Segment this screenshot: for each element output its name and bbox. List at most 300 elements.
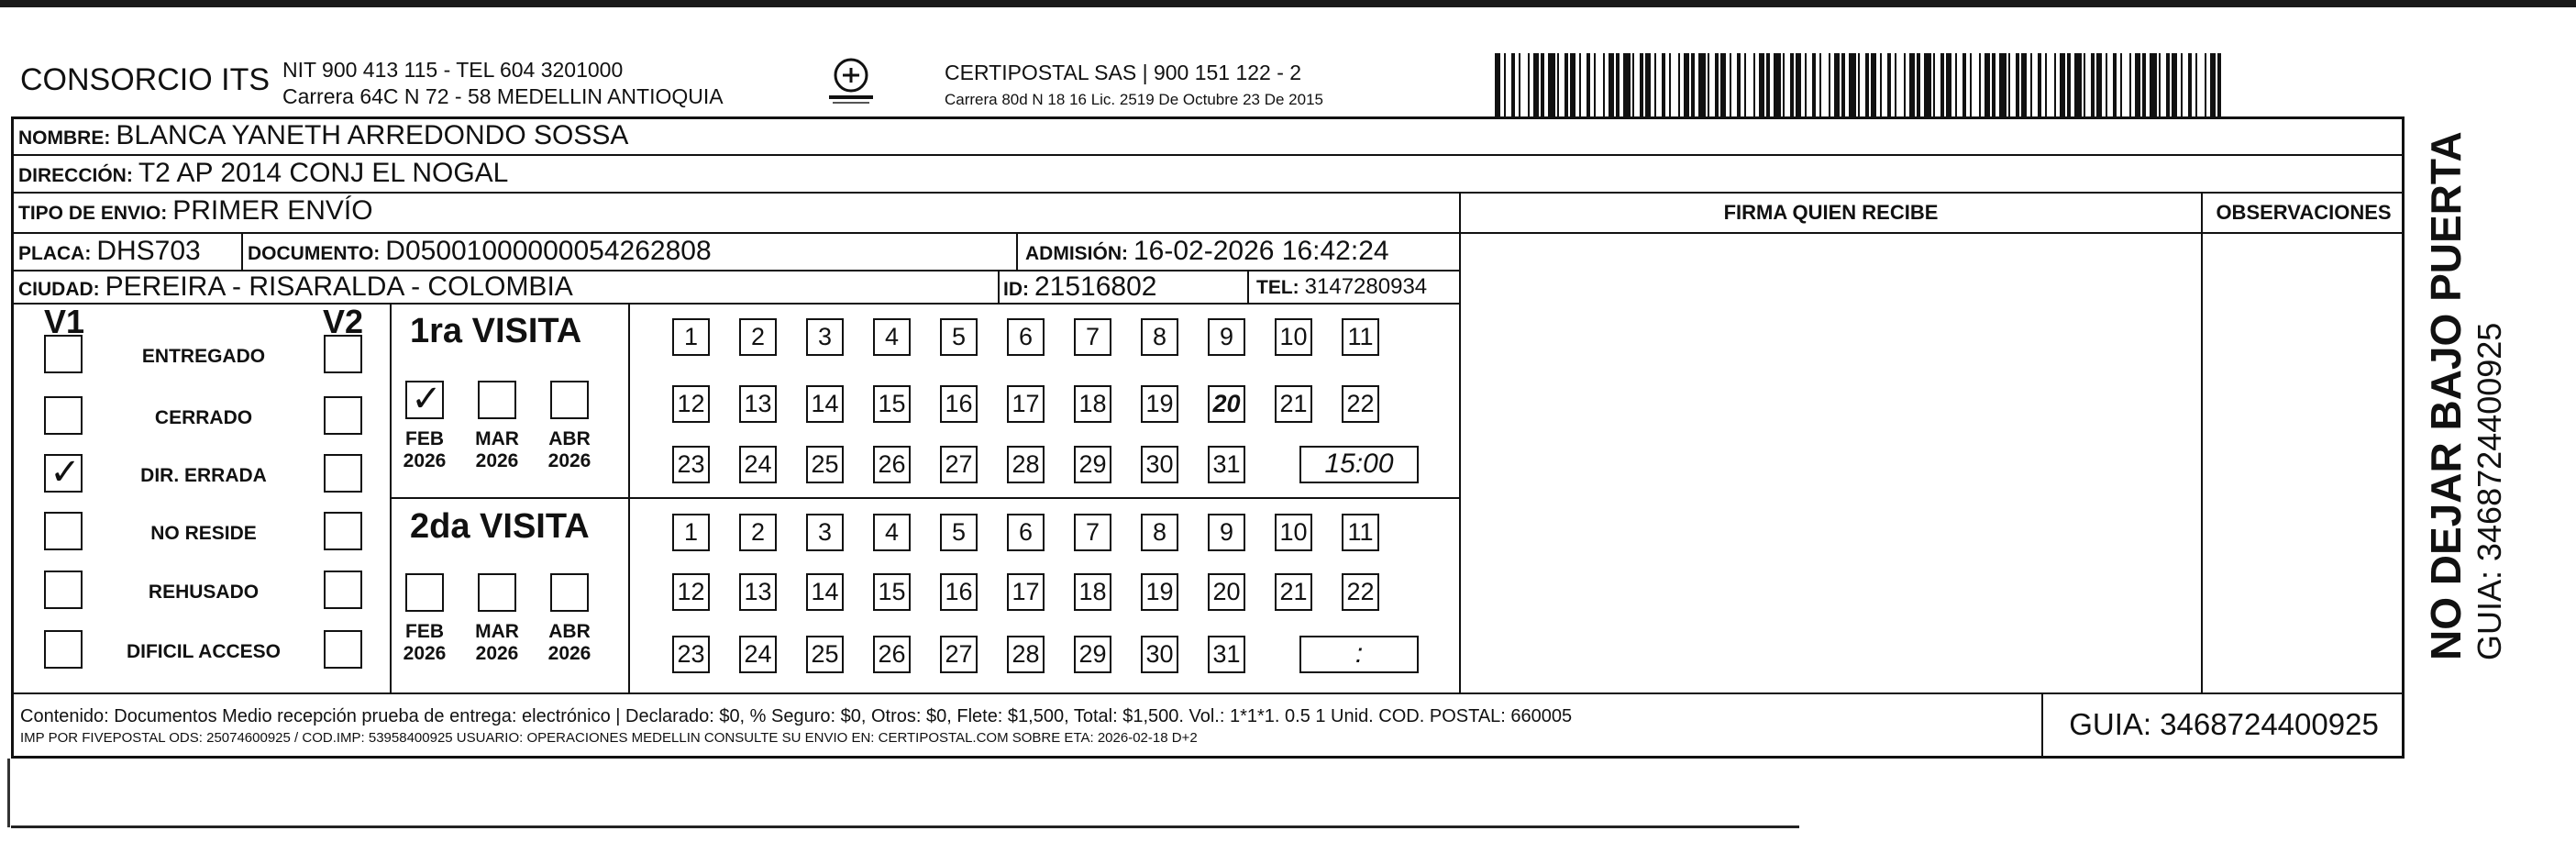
- visit1-month-label: MAR 2026: [475, 428, 519, 471]
- visit1-day-box[interactable]: [672, 446, 710, 483]
- barcode-bar: [2166, 53, 2170, 117]
- visit1-day-box[interactable]: [940, 385, 978, 423]
- day-number: 5: [951, 323, 967, 350]
- visit2-day-box[interactable]: [672, 514, 710, 551]
- day-number: 2: [750, 323, 766, 350]
- status-option-label: REHUSADO: [148, 582, 260, 603]
- visit1-day-box[interactable]: [1208, 385, 1245, 423]
- visit1-day-box[interactable]: [739, 446, 777, 483]
- v2-checkbox[interactable]: [324, 396, 362, 435]
- day-number: 29: [1078, 450, 1107, 478]
- barcode-bar: [1533, 53, 1539, 117]
- row-placa: [11, 234, 1460, 271]
- day-number: 14: [811, 390, 839, 417]
- barcode-bar: [1783, 53, 1785, 117]
- barcode-bar: [1970, 53, 1972, 117]
- v1-checkbox[interactable]: [44, 512, 83, 550]
- visit1-month-checkbox[interactable]: [405, 381, 444, 419]
- day-number: 20: [1212, 578, 1241, 605]
- company-name: CONSORCIO ITS: [20, 62, 271, 97]
- barcode-bar: [1654, 53, 1656, 117]
- row-tipo: [11, 194, 1460, 234]
- barcode-bar: [2096, 53, 2102, 117]
- day-number: 12: [677, 390, 705, 417]
- barcode-bar: [2217, 53, 2221, 117]
- nit-line-2: Carrera 64C N 72 - 58 MEDELLIN ANTIOQUIA: [282, 84, 724, 108]
- barcode-bar: [1708, 53, 1709, 117]
- visit1-time-field[interactable]: 15:00: [1299, 446, 1419, 483]
- day-number: 22: [1346, 390, 1375, 417]
- visit2-day-box[interactable]: [1208, 573, 1245, 611]
- day-number: 26: [878, 450, 906, 478]
- visit1-day-box[interactable]: [1074, 385, 1111, 423]
- documento-value: D05001000000054262808: [385, 236, 712, 266]
- day-number: 12: [677, 578, 705, 605]
- barcode-bar: [2195, 53, 2197, 117]
- barcode-bar: [2074, 53, 2082, 117]
- barcode-bar: [1766, 53, 1770, 117]
- visit2-day-box[interactable]: [1074, 514, 1111, 551]
- row-ciudad: [11, 271, 1460, 305]
- day-number: 5: [951, 518, 967, 546]
- visit2-day-box[interactable]: [739, 514, 777, 551]
- status-option-label: NO RESIDE: [150, 523, 257, 544]
- day-number: 23: [677, 640, 705, 668]
- visit1-day-box[interactable]: [1342, 385, 1379, 423]
- day-number: 24: [744, 640, 772, 668]
- day-number: 11: [1347, 323, 1374, 350]
- day-number: 3: [817, 518, 833, 546]
- row-nombre: [11, 118, 2405, 156]
- visit2-day-box[interactable]: [1007, 636, 1045, 673]
- row-direccion: [11, 156, 2405, 194]
- bottom-edge-line: [11, 825, 1799, 828]
- barcode-bar: [1557, 53, 1559, 117]
- visit1-day-box[interactable]: [1141, 446, 1178, 483]
- divider: [390, 305, 392, 694]
- side-warning: NO DEJAR BAJO PUERTA: [2422, 131, 2470, 660]
- tipo-label: TIPO DE ENVIO:: [18, 203, 168, 224]
- visit1-day-box[interactable]: [1007, 318, 1045, 356]
- divider: [1459, 232, 2405, 234]
- barcode-bar: [2205, 53, 2206, 117]
- barcode-bar: [1528, 53, 1530, 117]
- visit1-day-box[interactable]: [739, 385, 777, 423]
- v2-checkbox[interactable]: [324, 454, 362, 493]
- barcode-bar: [1880, 53, 1882, 117]
- barcode-bar: [2091, 53, 2095, 117]
- barcode-bar: [1933, 53, 1935, 117]
- barcode-bar: [2129, 53, 2131, 117]
- visit1-month-label: FEB 2026: [403, 428, 447, 471]
- visit2-day-box[interactable]: [1007, 573, 1045, 611]
- v1-checkbox[interactable]: [44, 335, 83, 373]
- barcode-bar: [1962, 53, 1966, 117]
- barcode-bar: [1834, 53, 1840, 117]
- barcode-bar: [2142, 53, 2146, 117]
- visit2-day-box[interactable]: [940, 514, 978, 551]
- visit2-title: 2da VISITA: [410, 507, 590, 546]
- barcode-bar: [1616, 53, 1620, 117]
- day-number: 19: [1145, 578, 1174, 605]
- day-number: 4: [884, 323, 900, 350]
- day-number: 29: [1078, 640, 1107, 668]
- visit2-month-checkbox[interactable]: [405, 573, 444, 612]
- barcode-bar: [1812, 53, 1816, 117]
- barcode-bar: [1909, 53, 1915, 117]
- day-number: 9: [1219, 323, 1234, 350]
- day-number: 6: [1018, 323, 1034, 350]
- barcode-bar: [1691, 53, 1695, 117]
- visit1-day-box[interactable]: [873, 446, 911, 483]
- v1-checkbox[interactable]: [44, 630, 83, 669]
- visit2-month-label: MAR 2026: [475, 621, 519, 664]
- divider: [1459, 194, 1461, 694]
- visit1-month-label: ABR 2026: [547, 428, 591, 471]
- visit2-day-box[interactable]: [806, 573, 844, 611]
- visit1-day-box[interactable]: [1275, 385, 1312, 423]
- firma-header: FIRMA QUIEN RECIBE: [1723, 201, 1939, 224]
- visit2-day-box[interactable]: [1342, 514, 1379, 551]
- barcode-bar: [1504, 53, 1506, 117]
- day-number: 10: [1279, 518, 1308, 546]
- visit2-day-box[interactable]: [672, 573, 710, 611]
- barcode-bar: [1955, 53, 1957, 117]
- divider: [1247, 271, 1249, 305]
- barcode-bar: [1999, 53, 2007, 117]
- visit1-day-box[interactable]: [739, 318, 777, 356]
- barcode-bar: [1829, 53, 1830, 117]
- barcode: [1495, 53, 2224, 117]
- visit2-day-box[interactable]: [1208, 636, 1245, 673]
- documento-label: DOCUMENTO:: [248, 243, 381, 264]
- admision-label: ADMISIÓN:: [1025, 243, 1128, 264]
- visit1-day-box[interactable]: [806, 446, 844, 483]
- v1-checkbox[interactable]: [44, 396, 83, 435]
- barcode-bar: [1720, 53, 1726, 117]
- barcode-bar: [2038, 53, 2041, 117]
- visit2-day-box[interactable]: [1208, 514, 1245, 551]
- barcode-bar: [2067, 53, 2071, 117]
- visit1-day-box[interactable]: [1141, 318, 1178, 356]
- day-number: 27: [945, 640, 973, 668]
- day-number: 2: [750, 518, 766, 546]
- visit1-day-box[interactable]: [1007, 385, 1045, 423]
- day-number: 3: [817, 323, 833, 350]
- barcode-bar: [1587, 53, 1590, 117]
- day-number: 4: [884, 518, 900, 546]
- barcode-bar: [1570, 53, 1575, 117]
- barcode-bar: [1662, 53, 1665, 117]
- id-label: ID:: [1003, 279, 1029, 300]
- barcode-bar: [2159, 53, 2161, 117]
- side-guia: GUIA: 3468724400925: [2471, 322, 2508, 660]
- barcode-bar: [1871, 53, 1876, 117]
- day-number: 8: [1152, 323, 1167, 350]
- visit1-day-box[interactable]: [873, 385, 911, 423]
- day-number: 15: [878, 390, 906, 417]
- visit1-day-box[interactable]: [1141, 385, 1178, 423]
- visit1-day-box[interactable]: [806, 318, 844, 356]
- day-number: 27: [945, 450, 973, 478]
- status-option-label: DIFICIL ACCESO: [126, 641, 281, 662]
- status-option-label: ENTREGADO: [141, 346, 266, 367]
- barcode-bar: [1541, 53, 1544, 117]
- day-number: 24: [744, 450, 772, 478]
- left-edge-line: [7, 759, 10, 827]
- day-number: 9: [1219, 518, 1234, 546]
- visit1-day-box[interactable]: [1208, 318, 1245, 356]
- v2-checkbox[interactable]: [324, 335, 362, 373]
- divider: [241, 234, 243, 271]
- barcode-bar: [1744, 53, 1746, 117]
- day-number: 13: [744, 578, 772, 605]
- day-number: 6: [1018, 518, 1034, 546]
- barcode-bar: [1849, 53, 1856, 117]
- barcode-bar: [1759, 53, 1764, 117]
- visit2-day-box[interactable]: [1141, 636, 1178, 673]
- barcode-bar: [1548, 53, 1555, 117]
- barcode-bar: [1645, 53, 1651, 117]
- visit2-day-box[interactable]: [739, 573, 777, 611]
- barcode-bar: [1887, 53, 1891, 117]
- visit2-day-box[interactable]: [1074, 573, 1111, 611]
- tel-value: 3147280934: [1304, 274, 1428, 299]
- company-nit: [282, 57, 724, 110]
- admision-value: 16-02-2026 16:42:24: [1133, 236, 1389, 266]
- visit2-day-box[interactable]: [940, 636, 978, 673]
- visit1-day-box[interactable]: [1074, 318, 1111, 356]
- divider: [2201, 194, 2203, 694]
- divider: [390, 497, 1459, 499]
- day-number: 19: [1145, 390, 1174, 417]
- day-number: 7: [1085, 323, 1100, 350]
- day-number: 18: [1078, 390, 1107, 417]
- visit1-day-box[interactable]: [1208, 446, 1245, 483]
- barcode-bar: [2084, 53, 2085, 117]
- status-option-label: CERRADO: [154, 407, 253, 428]
- v2-checkbox[interactable]: [324, 630, 362, 669]
- visit1-day-box[interactable]: [672, 385, 710, 423]
- barcode-bar: [1865, 53, 1869, 117]
- barcode-bar: [1594, 53, 1596, 117]
- barcode-bar: [2060, 53, 2065, 117]
- observaciones-header: OBSERVACIONES: [2216, 201, 2392, 224]
- barcode-bar: [1858, 53, 1860, 117]
- visit1-day-box[interactable]: [1074, 446, 1111, 483]
- barcode-bar: [1979, 53, 1981, 117]
- day-number: 22: [1346, 578, 1375, 605]
- visit2-day-box[interactable]: [873, 514, 911, 551]
- barcode-bar: [1579, 53, 1581, 117]
- visit1-day-box[interactable]: [873, 318, 911, 356]
- visit1-month-checkbox[interactable]: [550, 381, 589, 419]
- side-notice: [2421, 131, 2509, 660]
- certipostal-logo-icon: [824, 53, 879, 108]
- visit2-day-box[interactable]: [873, 573, 911, 611]
- barcode-bar: [2021, 53, 2027, 117]
- day-number: 31: [1212, 450, 1241, 478]
- visit2-day-box[interactable]: [806, 636, 844, 673]
- visit2-month-label: ABR 2026: [547, 621, 591, 664]
- visit1-day-box[interactable]: [940, 446, 978, 483]
- ciudad-value: PEREIRA - RISARALDA - COLOMBIA: [105, 271, 573, 302]
- barcode-bar: [1940, 53, 1944, 117]
- visit1-day-box[interactable]: [806, 385, 844, 423]
- nombre-label: NOMBRE:: [18, 127, 111, 149]
- day-number: 25: [811, 450, 839, 478]
- certipostal-info: [945, 59, 1323, 114]
- barcode-bar: [1632, 53, 1634, 117]
- visit2-month-checkbox[interactable]: [478, 573, 516, 612]
- visit2-day-box[interactable]: [1074, 636, 1111, 673]
- barcode-bar: [1603, 53, 1605, 117]
- visit2-month-checkbox[interactable]: [550, 573, 589, 612]
- visit2-day-box[interactable]: [672, 636, 710, 673]
- v2-checkbox[interactable]: [324, 571, 362, 609]
- barcode-bar: [2210, 53, 2216, 117]
- footer-content-line: Contenido: Documentos Medio recepción prueba de entrega: electrónico | Declarado: $0, % Seguro: $0, Otros: $0, Flete: $1,500, Total: $1,500. Vol.: 1*1*1. 0.5 1 Unid. COD. POSTAL: 660005: [20, 706, 1573, 726]
- visit1-day-box[interactable]: [672, 318, 710, 356]
- check-mark: ✓: [50, 452, 81, 493]
- day-number: 23: [677, 450, 705, 478]
- guia-number: GUIA: 3468724400925: [2041, 694, 2405, 759]
- barcode-bar: [2172, 53, 2177, 117]
- barcode-bar: [1753, 53, 1755, 117]
- barcode-bar: [1790, 53, 1794, 117]
- id-value: 21516802: [1034, 271, 1157, 302]
- visit1-month-checkbox[interactable]: [478, 381, 516, 419]
- divider: [1016, 234, 1018, 271]
- day-number: 26: [878, 640, 906, 668]
- barcode-bar: [2054, 53, 2056, 117]
- day-number: 28: [1012, 450, 1040, 478]
- day-number: 16: [945, 578, 973, 605]
- barcode-bar: [1819, 53, 1821, 117]
- v2-checkbox[interactable]: [324, 512, 362, 550]
- day-number: 20: [1212, 390, 1241, 417]
- barcode-bar: [2106, 53, 2107, 117]
- day-number: 25: [811, 640, 839, 668]
- day-number: 30: [1145, 450, 1174, 478]
- certipostal-line-2: Carrera 80d N 18 16 Lic. 2519 De Octubre 23 De 2015: [945, 91, 1323, 108]
- visit1-day-box[interactable]: [1342, 318, 1379, 356]
- barcode-bar: [1678, 53, 1680, 117]
- day-number: 8: [1152, 518, 1167, 546]
- barcode-bar: [1698, 53, 1706, 117]
- visit2-day-box[interactable]: [873, 636, 911, 673]
- day-number: 1: [683, 323, 699, 350]
- visit1-day-box[interactable]: [940, 318, 978, 356]
- barcode-bar: [2135, 53, 2140, 117]
- barcode-bar: [1609, 53, 1614, 117]
- day-number: 18: [1078, 578, 1107, 605]
- barcode-bar: [1841, 53, 1845, 117]
- barcode-bar: [1796, 53, 1801, 117]
- visit2-day-box[interactable]: [940, 573, 978, 611]
- day-number: 16: [945, 390, 973, 417]
- barcode-bar: [1895, 53, 1896, 117]
- barcode-bar: [2113, 53, 2117, 117]
- certipostal-line-1: CERTIPOSTAL SAS | 900 151 122 - 2: [945, 61, 1302, 84]
- day-number: 1: [683, 518, 699, 546]
- direccion-value: T2 AP 2014 CONJ EL NOGAL: [138, 158, 509, 188]
- status-option-label: DIR. ERRADA: [140, 465, 267, 486]
- barcode-bar: [1511, 53, 1515, 117]
- barcode-bar: [1904, 53, 1906, 117]
- v2-header: V2: [323, 303, 364, 340]
- footer-print-line: IMP POR FIVEPOSTAL ODS: 25074600925 / COD.IMP: 53958400925 USUARIO: OPERACIONES MEDELLIN CONSULTE SU ENVIO EN: CERTIPOSTAL.COM SOBRE ETA: 2026-02-18 D+2: [20, 730, 1198, 746]
- visit2-day-box[interactable]: [1007, 514, 1045, 551]
- day-number: 21: [1279, 578, 1308, 605]
- nit-line-1: NIT 900 413 115 - TEL 604 3201000: [282, 58, 624, 82]
- visit2-day-box[interactable]: [739, 636, 777, 673]
- barcode-bar: [2008, 53, 2010, 117]
- nombre-value: BLANCA YANETH ARREDONDO SOSSA: [116, 120, 629, 150]
- direccion-label: DIRECCIÓN:: [18, 165, 133, 186]
- barcode-bar: [2188, 53, 2192, 117]
- barcode-bar: [2045, 53, 2047, 117]
- visit2-day-box[interactable]: [806, 514, 844, 551]
- day-number: 28: [1012, 640, 1040, 668]
- barcode-bar: [1805, 53, 1807, 117]
- visit2-day-box[interactable]: [1141, 514, 1178, 551]
- visit2-day-box[interactable]: [1275, 573, 1312, 611]
- barcode-bar: [1640, 53, 1643, 117]
- barcode-bar: [1737, 53, 1741, 117]
- day-number: 13: [744, 390, 772, 417]
- tipo-value: PRIMER ENVÍO: [172, 195, 373, 226]
- day-number: 21: [1279, 390, 1308, 417]
- divider: [628, 305, 630, 694]
- barcode-bar: [1774, 53, 1781, 117]
- barcode-bar: [1519, 53, 1520, 117]
- tel-label: TEL:: [1256, 277, 1299, 298]
- visit2-day-box[interactable]: [1342, 573, 1379, 611]
- day-number: 14: [811, 578, 839, 605]
- barcode-bar: [1669, 53, 1671, 117]
- visit2-day-box[interactable]: [1141, 573, 1178, 611]
- visit1-day-box[interactable]: [1007, 446, 1045, 483]
- visit2-time-field[interactable]: :: [1299, 636, 1419, 673]
- day-number: 7: [1085, 518, 1100, 546]
- v1-checkbox[interactable]: [44, 454, 83, 493]
- barcode-bar: [2030, 53, 2032, 117]
- barcode-bar: [1564, 53, 1568, 117]
- barcode-bar: [2016, 53, 2019, 117]
- placa-label: PLACA:: [18, 243, 92, 264]
- day-number: 15: [878, 578, 906, 605]
- barcode-bar: [1992, 53, 1996, 117]
- v1-checkbox[interactable]: [44, 571, 83, 609]
- barcode-bar: [1730, 53, 1731, 117]
- visit2-day-box[interactable]: [1275, 514, 1312, 551]
- barcode-bar: [1623, 53, 1631, 117]
- barcode-bar: [2120, 53, 2122, 117]
- placa-value: DHS703: [96, 236, 201, 266]
- barcode-bar: [1946, 53, 1951, 117]
- visit1-day-box[interactable]: [1275, 318, 1312, 356]
- check-mark: ✓: [411, 379, 442, 419]
- barcode-bar: [1684, 53, 1689, 117]
- barcode-bar: [1924, 53, 1931, 117]
- barcode-bar: [1985, 53, 1990, 117]
- barcode-bar: [1495, 53, 1500, 117]
- barcode-bar: [1715, 53, 1719, 117]
- barcode-bar: [2150, 53, 2157, 117]
- visit2-month-label: FEB 2026: [403, 621, 447, 664]
- v1-header: V1: [44, 303, 85, 340]
